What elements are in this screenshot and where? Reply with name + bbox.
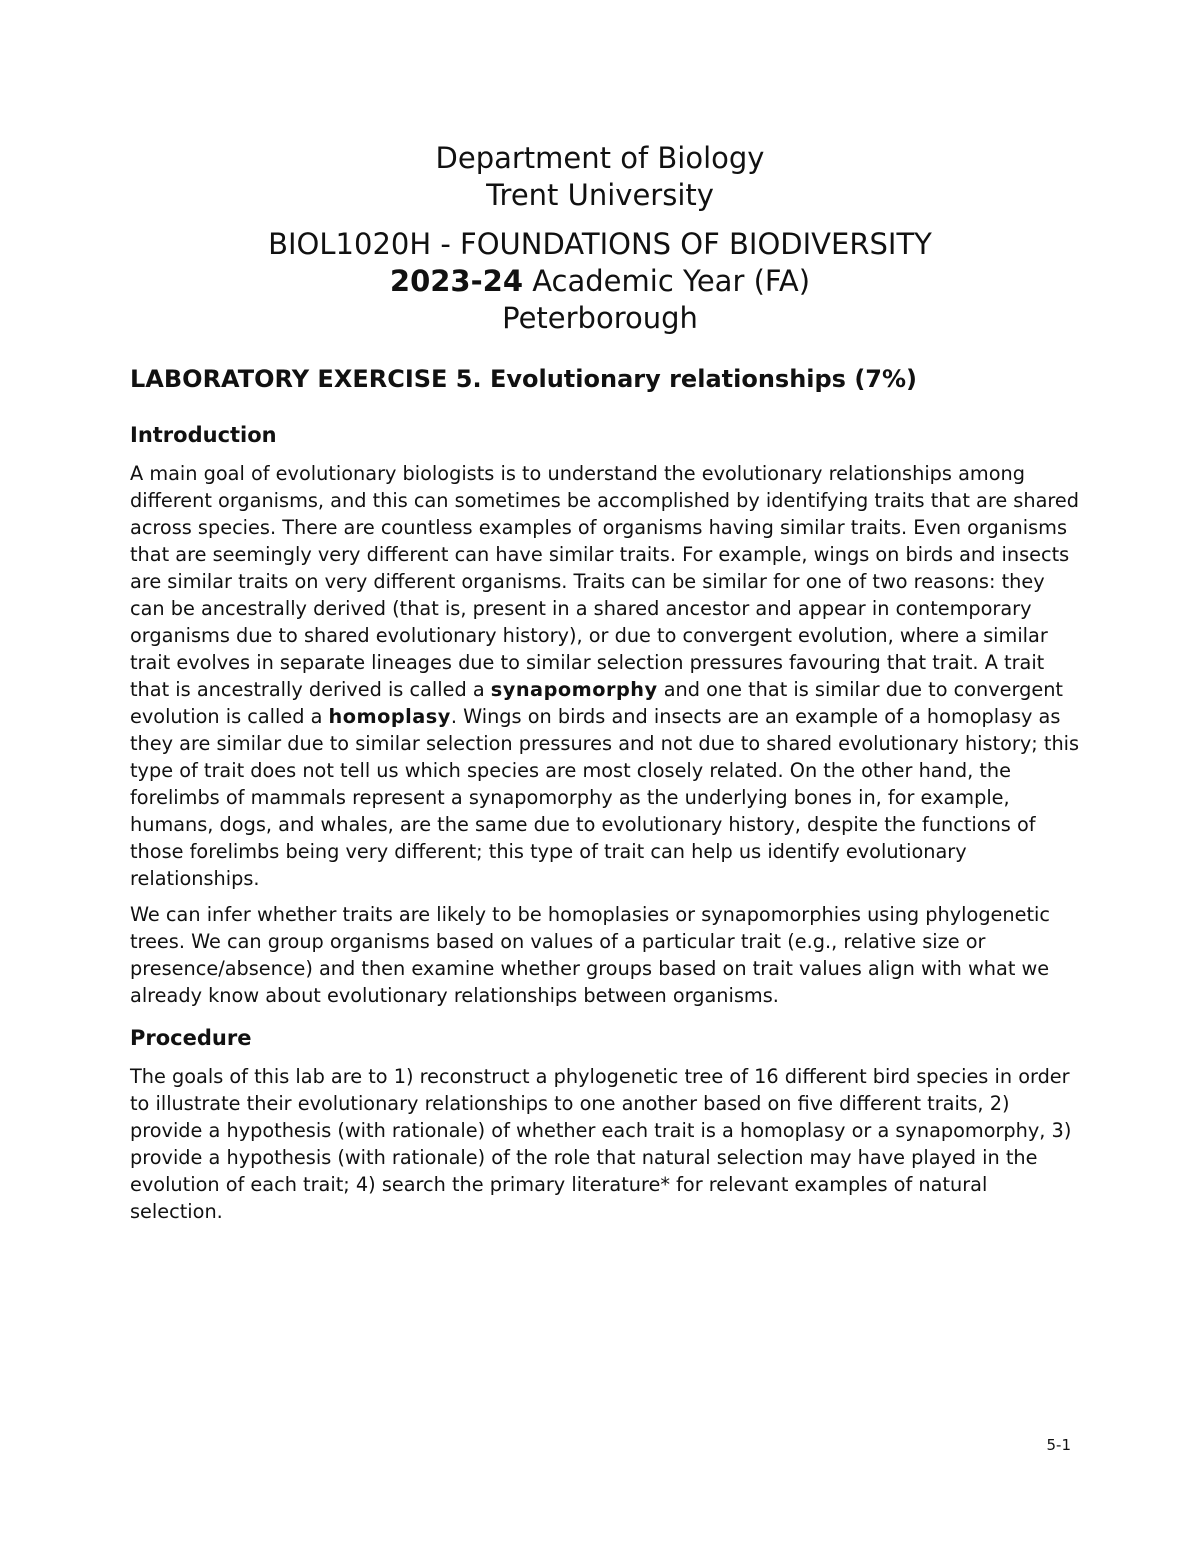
document-body — [130, 362, 1080, 1234]
academic-year-bold: 2023-24 — [389, 264, 523, 298]
department-name: Department of Biology — [435, 141, 765, 175]
term-homoplasy: homoplasy — [328, 705, 451, 728]
introduction-paragraph-2: We can infer whether traits are likely to be homoplasies or synapomorphies using phylogenetic trees. We can group organisms based on values of a particular trait (e.g., relative size or presence/absence) and then examine whether groups based on trait values align with what we already know about evolutionary relationships between organisms. — [130, 903, 1051, 1007]
lab-title: LABORATORY EXERCISE 5. Evolutionary relationships (7%) — [130, 365, 918, 393]
procedure-heading: Procedure — [130, 1026, 252, 1050]
academic-year-rest: Academic Year (FA) — [523, 264, 811, 298]
intro-text-b: and one that is similar due to convergent evolution is called a — [130, 678, 1063, 728]
document-header — [0, 140, 1200, 337]
course-title: BIOL1020H - FOUNDATIONS OF BIODIVERSITY — [268, 227, 932, 261]
intro-text-c: . Wings on birds and insects are an example of a homoplasy as they are similar due to similar selection pressures and not due to shared evolutionary history; this type of trait does not tell us which species are most closely related. On the other hand, the forelimbs of mammals represent a synapomorphy as the underlying bones in, for example, humans, dogs, and whales, are the same due to evolutionary history, despite the functions of those forelimbs being very different; this type of trait can help us identify evolutionary relationships. — [130, 705, 1080, 890]
academic-year — [0, 263, 1200, 300]
term-synapomorphy: synapomorphy — [490, 678, 658, 701]
introduction-heading: Introduction — [130, 423, 277, 447]
page-number: 5-1 — [1046, 1436, 1071, 1454]
campus-name: Peterborough — [502, 301, 698, 335]
university-name: Trent University — [486, 178, 714, 212]
introduction-paragraph-1 — [130, 460, 1080, 892]
intro-text-a: A main goal of evolutionary biologists is to understand the evolutionary relationships among different organisms, and this can sometimes be accomplished by identifying traits that are shared across species. There are countless examples of organisms having similar traits. Even organisms that are seemingly very different can have similar traits. For example, wings on birds and insects are similar traits on very different organisms. Traits can be similar for one of two reasons: they can be ancestrally derived (that is, present in a shared ancestor and appear in contemporary organisms due to shared evolutionary history), or due to convergent evolution, where a similar trait evolves in separate lineages due to similar selection pressures favouring that trait. A trait that is ancestrally derived is called a — [130, 462, 1079, 701]
procedure-paragraph-1: The goals of this lab are to 1) reconstruct a phylogenetic tree of 16 different bird species in order to illustrate their evolutionary relationships to one another based on five different traits, 2) provide a hypothesis (with rationale) of whether each trait is a homoplasy or a synapomorphy, 3) provide a hypothesis (with rationale) of the role that natural selection may have played in the evolution of each trait; 4) search the primary literature* for relevant examples of natural selection. — [130, 1065, 1072, 1223]
